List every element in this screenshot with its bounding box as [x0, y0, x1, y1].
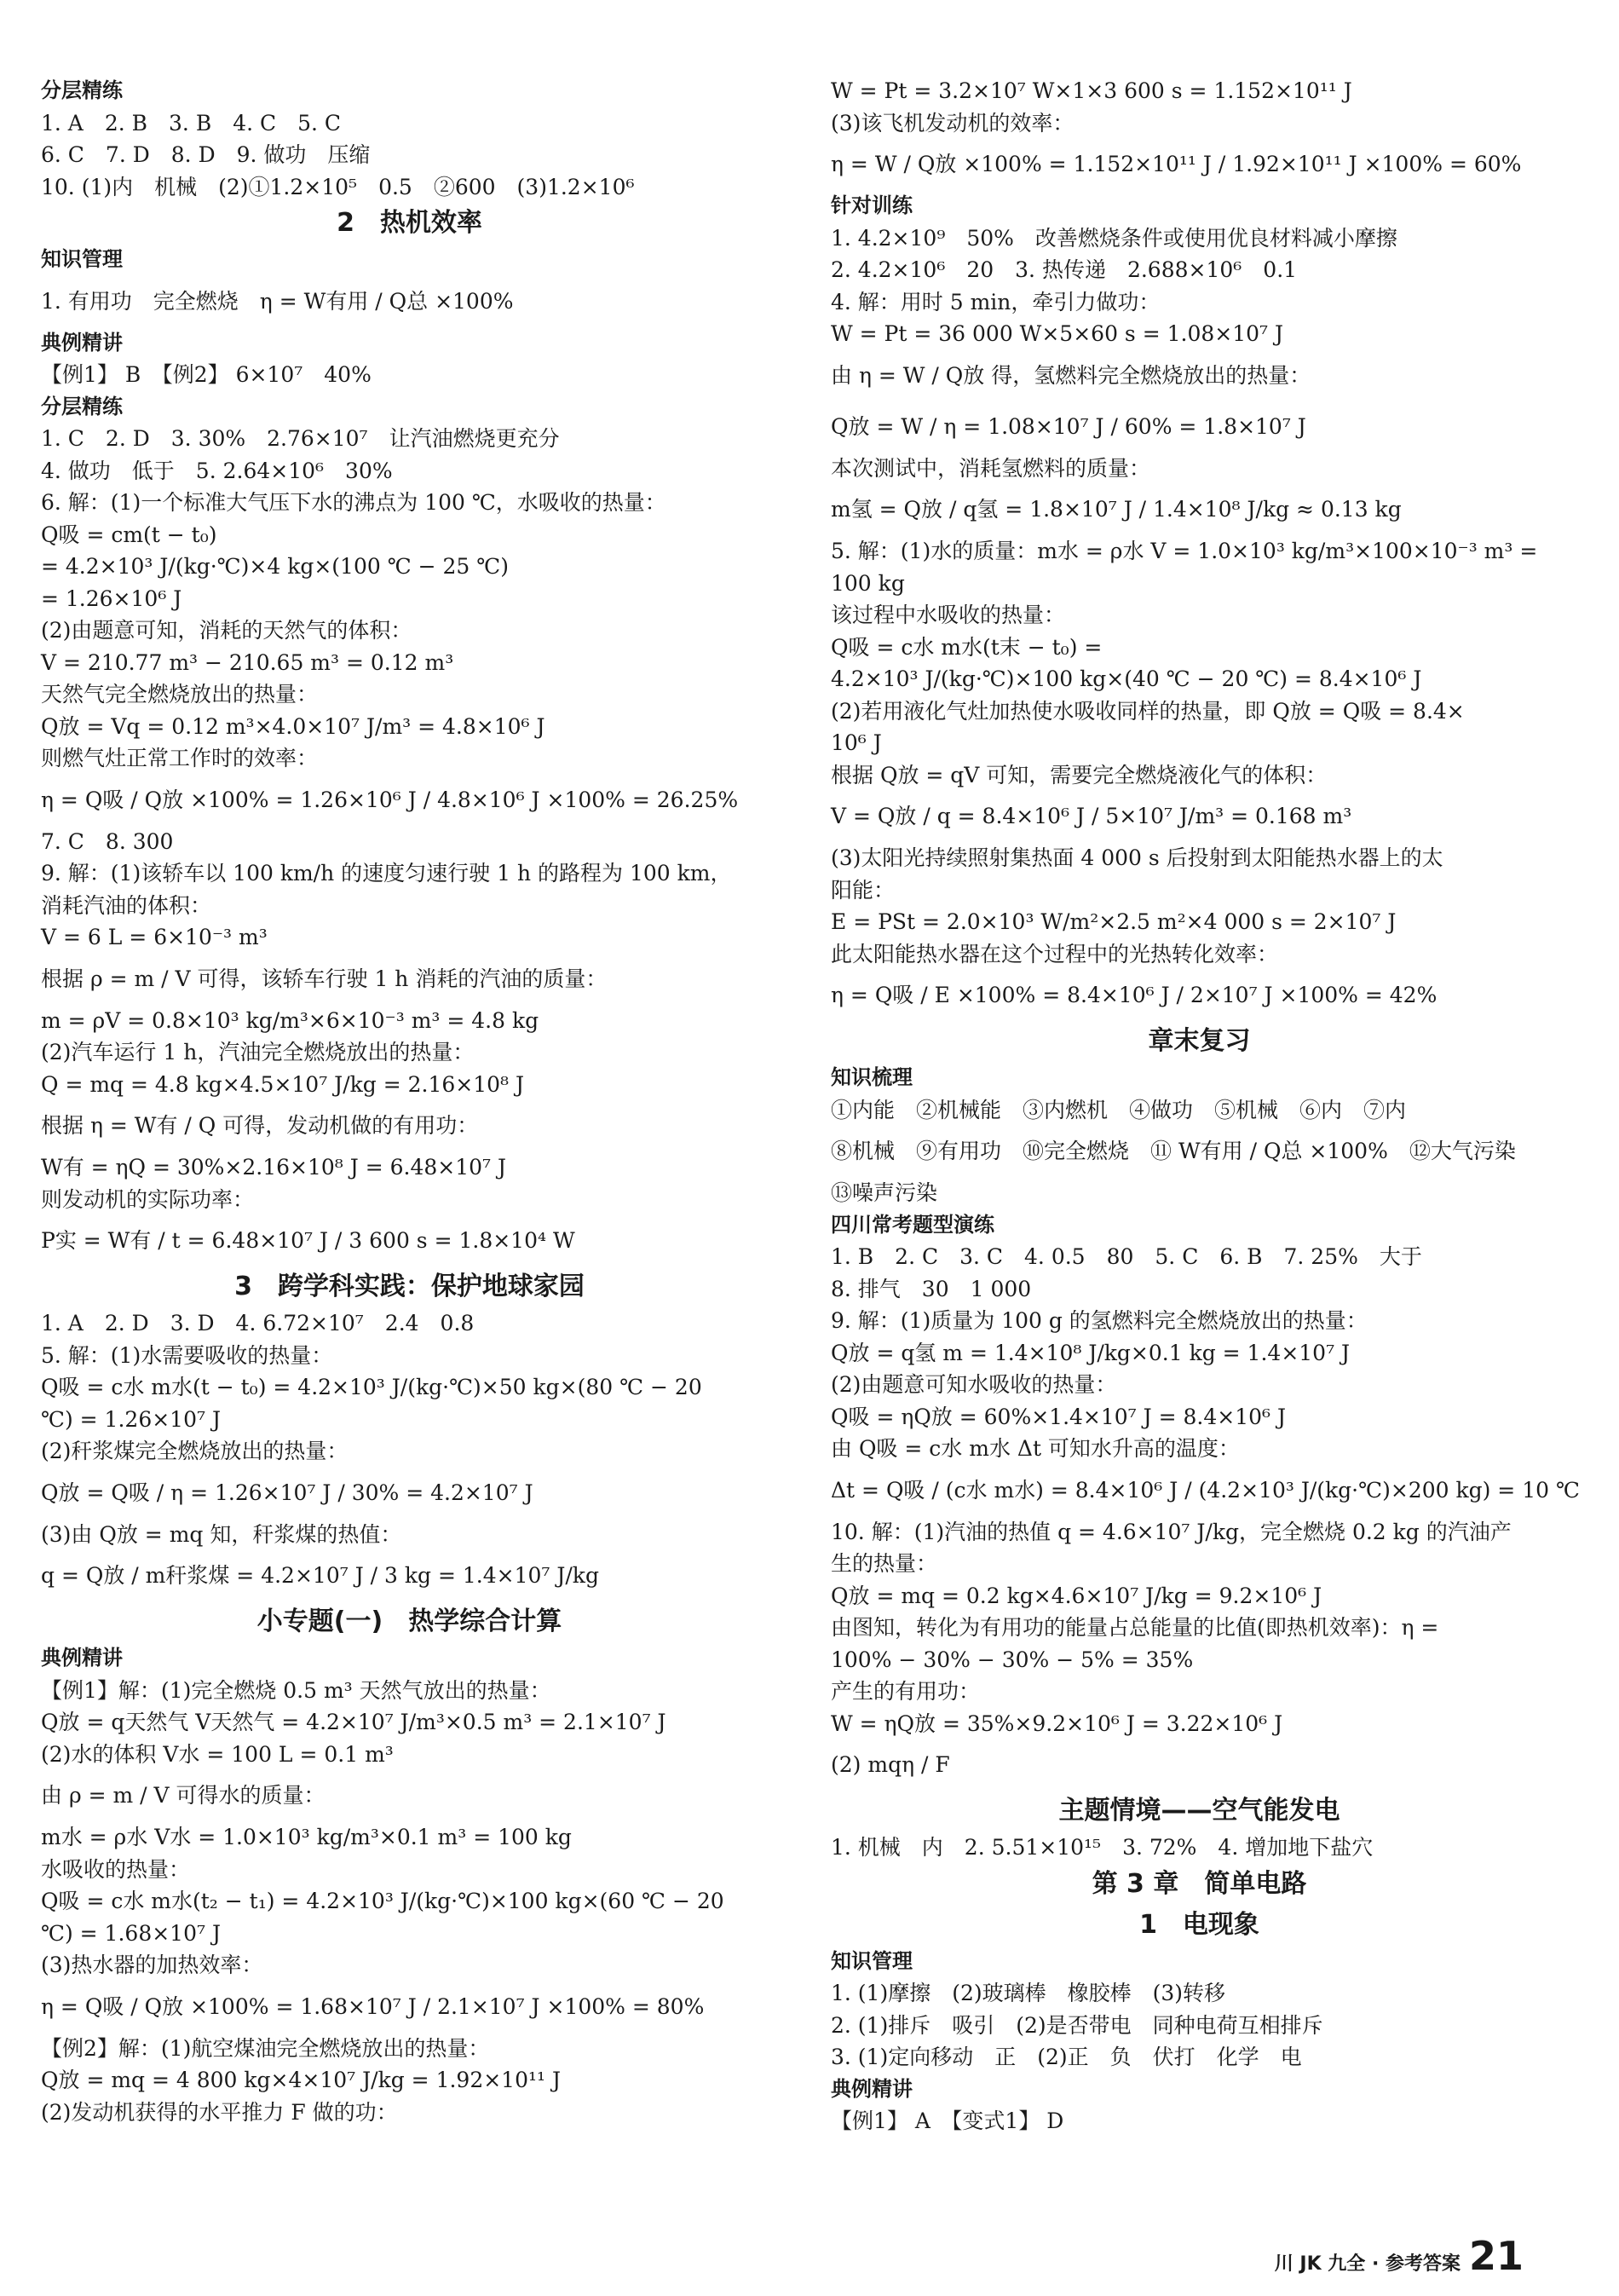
answer-line: W = Pt = 3.2×10⁷ W×1×3 600 s = 1.152×10¹¹ J	[831, 78, 1352, 103]
formula-line: 根据 η = W有 / Q 可得，发动机做的有用功：	[41, 1113, 479, 1138]
answer-line: Q放 = mq = 4 800 kg×4×10⁷ J/kg = 1.92×10¹¹ J	[41, 2068, 562, 2092]
answer-line: Q吸 = c水 m水(t₂ − t₁) = 4.2×10³ J/(kg·℃)×100 kg×(60 ℃ − 20	[41, 1889, 724, 1913]
answer-line: 100 kg	[831, 570, 905, 596]
answer-line: 则燃气灶正常工作时的效率：	[41, 746, 319, 770]
answer-line: 7. C 8. 300	[41, 828, 174, 854]
section-heading: 典例精讲	[41, 330, 123, 355]
answer-line: 【例1】解：(1)完全燃烧 0.5 m³ 天然气放出的热量：	[41, 1677, 551, 1703]
answer-line: (2)汽车运行 1 h，汽油完全燃烧放出的热量：	[41, 1040, 475, 1064]
formula-line: 由 ρ = m / V 可得水的质量：	[41, 1783, 326, 1808]
answer-line: 此太阳能热水器在这个过程中的光热转化效率：	[831, 941, 1279, 966]
answer-line: ℃) = 1.68×10⁷ J	[41, 1920, 221, 1946]
section-heading: 针对训练	[831, 193, 913, 217]
section-heading: 知识梳理	[831, 1065, 913, 1089]
answer-line: (2)水的体积 V水 = 100 L = 0.1 m³	[41, 1741, 394, 1767]
formula-line: η = Q吸 / Q放 ×100% = 1.26×10⁶ J / 4.8×10⁶ J ×100% = 26.25%	[41, 787, 739, 812]
section-heading: 分层精练	[41, 394, 123, 418]
formula-line: Q放 = Q吸 / η = 1.26×10⁷ J / 30% = 4.2×10⁷ J	[41, 1480, 533, 1505]
answer-line: = 1.26×10⁶ J	[41, 586, 182, 611]
section-heading: 典例精讲	[41, 1646, 123, 1670]
answer-line: Q放 = Vq = 0.12 m³×4.0×10⁷ J/m³ = 4.8×10⁶ J	[41, 713, 545, 739]
answer-line: 10. 解：(1)汽油的热值 q = 4.6×10⁷ J/kg，完全燃烧 0.2 kg 的汽油产	[831, 1519, 1512, 1544]
answer-line: 10. (1)内 机械 (2)①1.2×10⁵ 0.5 ②600 (3)1.2×10⁶	[41, 174, 635, 199]
answer-line: 1. (1)摩擦 (2)玻璃棒 橡胶棒 (3)转移	[831, 1981, 1226, 2005]
answer-line: (3)太阳光持续照射集热面 4 000 s 后投射到太阳能热水器上的太	[831, 845, 1443, 870]
answer-line: ℃) = 1.26×10⁷ J	[41, 1406, 221, 1432]
answer-line: 1. B 2. C 3. C 4. 0.5 80 5. C 6. B 7. 25% 大于	[831, 1244, 1422, 1269]
answer-line: Q吸 = c水 m水(t − t₀) = 4.2×10³ J/(kg·℃)×50 kg×(80 ℃ − 20	[41, 1375, 702, 1399]
formula-line: η = Q吸 / E ×100% = 8.4×10⁶ J / 2×10⁷ J ×100% = 42%	[831, 983, 1438, 1007]
formula-line: V = Q放 / q = 8.4×10⁶ J / 5×10⁷ J/m³ = 0.168 m³	[831, 804, 1352, 828]
answer-line: 2. (1)排斥 吸引 (2)是否带电 同种电荷互相排斥	[831, 2012, 1323, 2038]
chapter-title: 章末复习	[1148, 1026, 1251, 1056]
answer-line: 1. 4.2×10⁹ 50% 改善燃烧条件或使用优良材料减小摩擦	[831, 225, 1397, 251]
answer-line: 8. 排气 30 1 000	[831, 1276, 1032, 1301]
formula-line: m氢 = Q放 / q氢 = 1.8×10⁷ J / 1.4×10⁸ J/kg ≈ 0.13 kg	[831, 497, 1402, 522]
answer-line: 由 Q吸 = c水 m水 Δt 可知水升高的温度：	[831, 1436, 1240, 1461]
answer-line: 4.2×10³ J/(kg·℃)×100 kg×(40 ℃ − 20 ℃) = 8.4×10⁶ J	[831, 666, 1422, 691]
answer-line: 【例2】解：(1)航空煤油完全燃烧放出的热量：	[41, 2035, 490, 2061]
answer-line: 2. 4.2×10⁶ 20 3. 热传递 2.688×10⁶ 0.1	[831, 257, 1298, 282]
formula-line: η = Q吸 / Q放 ×100% = 1.68×10⁷ J / 2.1×10⁷ J ×100% = 80%	[41, 1993, 705, 2019]
formula-line: η = W / Q放 ×100% = 1.152×10¹¹ J / 1.92×10¹¹ J ×100% = 60%	[831, 152, 1522, 176]
formula-line: 由 η = W / Q放 得，氢燃料完全燃烧放出的热量：	[831, 362, 1311, 388]
answer-line: (2)由题意可知水吸收的热量：	[831, 1372, 1117, 1397]
section-heading: 分层精练	[41, 78, 123, 102]
answer-line: 3. (1)定向移动 正 (2)正 负 伏打 化学 电	[831, 2045, 1302, 2069]
answer-line: W有 = ηQ = 30%×2.16×10⁸ J = 6.48×10⁷ J	[41, 1155, 507, 1180]
section-heading: 知识管理	[41, 247, 123, 271]
formula-line: Q放 = W / η = 1.08×10⁷ J / 60% = 1.8×10⁷ J	[831, 413, 1306, 439]
answer-line: 1. A 2. D 3. D 4. 6.72×10⁷ 2.4 0.8	[41, 1311, 475, 1335]
answer-line: 1. A 2. B 3. B 4. C 5. C	[41, 110, 342, 136]
answer-line: V = 210.77 m³ − 210.65 m³ = 0.12 m³	[41, 649, 454, 675]
answer-line: 天然气完全燃烧放出的热量：	[41, 682, 319, 707]
answer-line: 5. 解：(1)水的质量：m水 = ρ水 V = 1.0×10³ kg/m³×100×10⁻³ m³ =	[831, 539, 1538, 563]
answer-line: 6. C 7. D 8. D 9. 做功 压缩	[41, 142, 371, 167]
answer-line: (2)若用液化气灶加热使水吸收同样的热量，即 Q放 = Q吸 = 8.4×	[831, 698, 1465, 724]
chapter-title: 第 3 章 简单电路	[1092, 1868, 1307, 1899]
answer-line: W = ηQ放 = 35%×9.2×10⁶ J = 3.22×10⁶ J	[831, 1710, 1283, 1736]
section-heading: 典例精讲	[831, 2076, 913, 2101]
answer-line: 4. 解：用时 5 min，牵引力做功：	[831, 289, 1161, 314]
answer-line: (3)由 Q放 = mq 知，秆浆煤的热值：	[41, 1521, 402, 1547]
answer-line: 6. 解：(1)一个标准大气压下水的沸点为 100 ℃，水吸收的热量：	[41, 490, 666, 515]
formula-line: ⑧机械 ⑨有用功 ⑩完全燃烧 ⑪ W有用 / Q总 ×100% ⑫大气污染	[831, 1139, 1516, 1163]
answer-line: (3)该飞机发动机的效率：	[831, 110, 1075, 136]
chapter-title: 2 热机效率	[337, 208, 482, 238]
answer-line: 生的热量：	[831, 1551, 938, 1576]
answer-line: 1. 机械 内 2. 5.51×10¹⁵ 3. 72% 4. 增加地下盐穴	[831, 1835, 1374, 1860]
answer-line: 则发动机的实际功率：	[41, 1186, 255, 1212]
section-heading: 四川常考题型演练	[831, 1212, 994, 1237]
answer-line: Q放 = q天然气 V天然气 = 4.2×10⁷ J/m³×0.5 m³ = 2.1×10⁷ J	[41, 1710, 666, 1734]
answer-line: Q吸 = cm(t − t₀)	[41, 522, 217, 547]
left-answer-column	[41, 75, 778, 2128]
footer-label: 川 JK 九全 · 参考答案	[1274, 2253, 1461, 2275]
formula-line: 根据 ρ = m / V 可得，该轿车行驶 1 h 消耗的汽油的质量：	[41, 966, 608, 991]
page-number: 21	[1468, 2233, 1524, 2279]
answer-line: 10⁶ J	[831, 730, 882, 755]
answer-line: 1. C 2. D 3. 30% 2.76×10⁷ 让汽油燃烧更充分	[41, 426, 560, 451]
chapter-title: 小专题(一) 热学综合计算	[256, 1607, 562, 1636]
answer-line: 5. 解：(1)水需要吸收的热量：	[41, 1342, 333, 1368]
answer-line: 9. 解：(1)该轿车以 100 km/h 的速度匀速行驶 1 h 的路程为 100 km，	[41, 861, 732, 886]
answer-line: W = Pt = 36 000 W×5×60 s = 1.08×10⁷ J	[831, 321, 1284, 346]
answer-line: 由图知，转化为有用功的能量占总能量的比值(即热机效率)：η =	[831, 1615, 1439, 1640]
answer-line: 根据 Q放 = qV 可知，需要完全燃烧液化气的体积：	[831, 762, 1328, 787]
answer-line: 【例1】 B 【例2】 6×10⁷ 40%	[41, 362, 372, 387]
answer-line: m = ρV = 0.8×10³ kg/m³×6×10⁻³ m³ = 4.8 kg	[41, 1007, 539, 1033]
answer-line: (2)秆浆煤完全燃烧放出的热量：	[41, 1439, 349, 1463]
answer-line: Q放 = mq = 0.2 kg×4.6×10⁷ J/kg = 9.2×10⁶ J	[831, 1583, 1322, 1608]
section-heading: 知识管理	[831, 1948, 913, 1973]
answer-line: (2)发动机获得的水平推力 F 做的功：	[41, 2099, 398, 2125]
answer-line: 水吸收的热量：	[41, 1856, 191, 1882]
answer-line: 阳能：	[831, 877, 896, 903]
formula-line: P实 = W有 / t = 6.48×10⁷ J / 3 600 s = 1.8×10⁴ W	[41, 1228, 575, 1253]
answer-line: Q = mq = 4.8 kg×4.5×10⁷ J/kg = 2.16×10⁸ J	[41, 1071, 525, 1097]
page-footer	[1274, 2233, 1524, 2279]
answer-line: 产生的有用功：	[831, 1679, 981, 1704]
answer-line: V = 6 L = 6×10⁻³ m³	[41, 925, 268, 949]
answer-line: 4. 做功 低于 5. 2.64×10⁶ 30%	[41, 458, 393, 483]
chapter-title: 1 电现象	[1139, 1909, 1259, 1940]
chapter-title: 3 跨学科实践：保护地球家园	[234, 1272, 585, 1301]
answer-line: (3)热水器的加热效率：	[41, 1953, 263, 1977]
answer-line: 消耗汽油的体积：	[41, 892, 212, 918]
right-answer-column	[831, 75, 1580, 2137]
formula-line: Δt = Q吸 / (c水 m水) = 8.4×10⁶ J / (4.2×10³ J/(kg·℃)×200 kg) = 10 ℃	[831, 1477, 1580, 1503]
answer-line: Q放 = q氢 m = 1.4×10⁸ J/kg×0.1 kg = 1.4×10⁷ J	[831, 1340, 1351, 1365]
formula-line: (2) mqη / F	[831, 1752, 950, 1777]
chapter-title: 主题情境——空气能发电	[1058, 1796, 1340, 1826]
formula-line: q = Q放 / m秆浆煤 = 4.2×10⁷ J / 3 kg = 1.4×10⁷ J/kg	[41, 1563, 599, 1588]
answer-line: 9. 解：(1)质量为 100 g 的氢燃料完全燃烧放出的热量：	[831, 1308, 1368, 1333]
answer-line: 100% − 30% − 30% − 5% = 35%	[831, 1647, 1194, 1672]
answer-line: Q吸 = c水 m水(t末 − t₀) =	[831, 634, 1103, 660]
answer-line: m水 = ρ水 V水 = 1.0×10³ kg/m³×0.1 m³ = 100 kg	[41, 1825, 572, 1849]
answer-line: (2)由题意可知，消耗的天然气的体积：	[41, 618, 412, 643]
answer-line: 本次测试中，消耗氢燃料的质量：	[831, 455, 1151, 481]
answer-line: = 4.2×10³ J/(kg·℃)×4 kg×(100 ℃ − 25 ℃)	[41, 554, 509, 579]
answer-line: Q吸 = ηQ放 = 60%×1.4×10⁷ J = 8.4×10⁶ J	[831, 1404, 1287, 1429]
answer-line: 该过程中水吸收的热量：	[831, 603, 1066, 627]
answer-line: ①内能 ②机械能 ③内燃机 ④做功 ⑤机械 ⑥内 ⑦内	[831, 1097, 1407, 1122]
answer-line: E = PSt = 2.0×10³ W/m²×2.5 m²×4 000 s = 2×10⁷ J	[831, 909, 1397, 934]
formula-line: 1. 有用功 完全燃烧 η = W有用 / Q总 ×100%	[41, 288, 514, 314]
answer-line: 【例1】 A 【变式1】 D	[831, 2109, 1064, 2133]
answer-line: ⑬噪声污染	[831, 1180, 938, 1205]
